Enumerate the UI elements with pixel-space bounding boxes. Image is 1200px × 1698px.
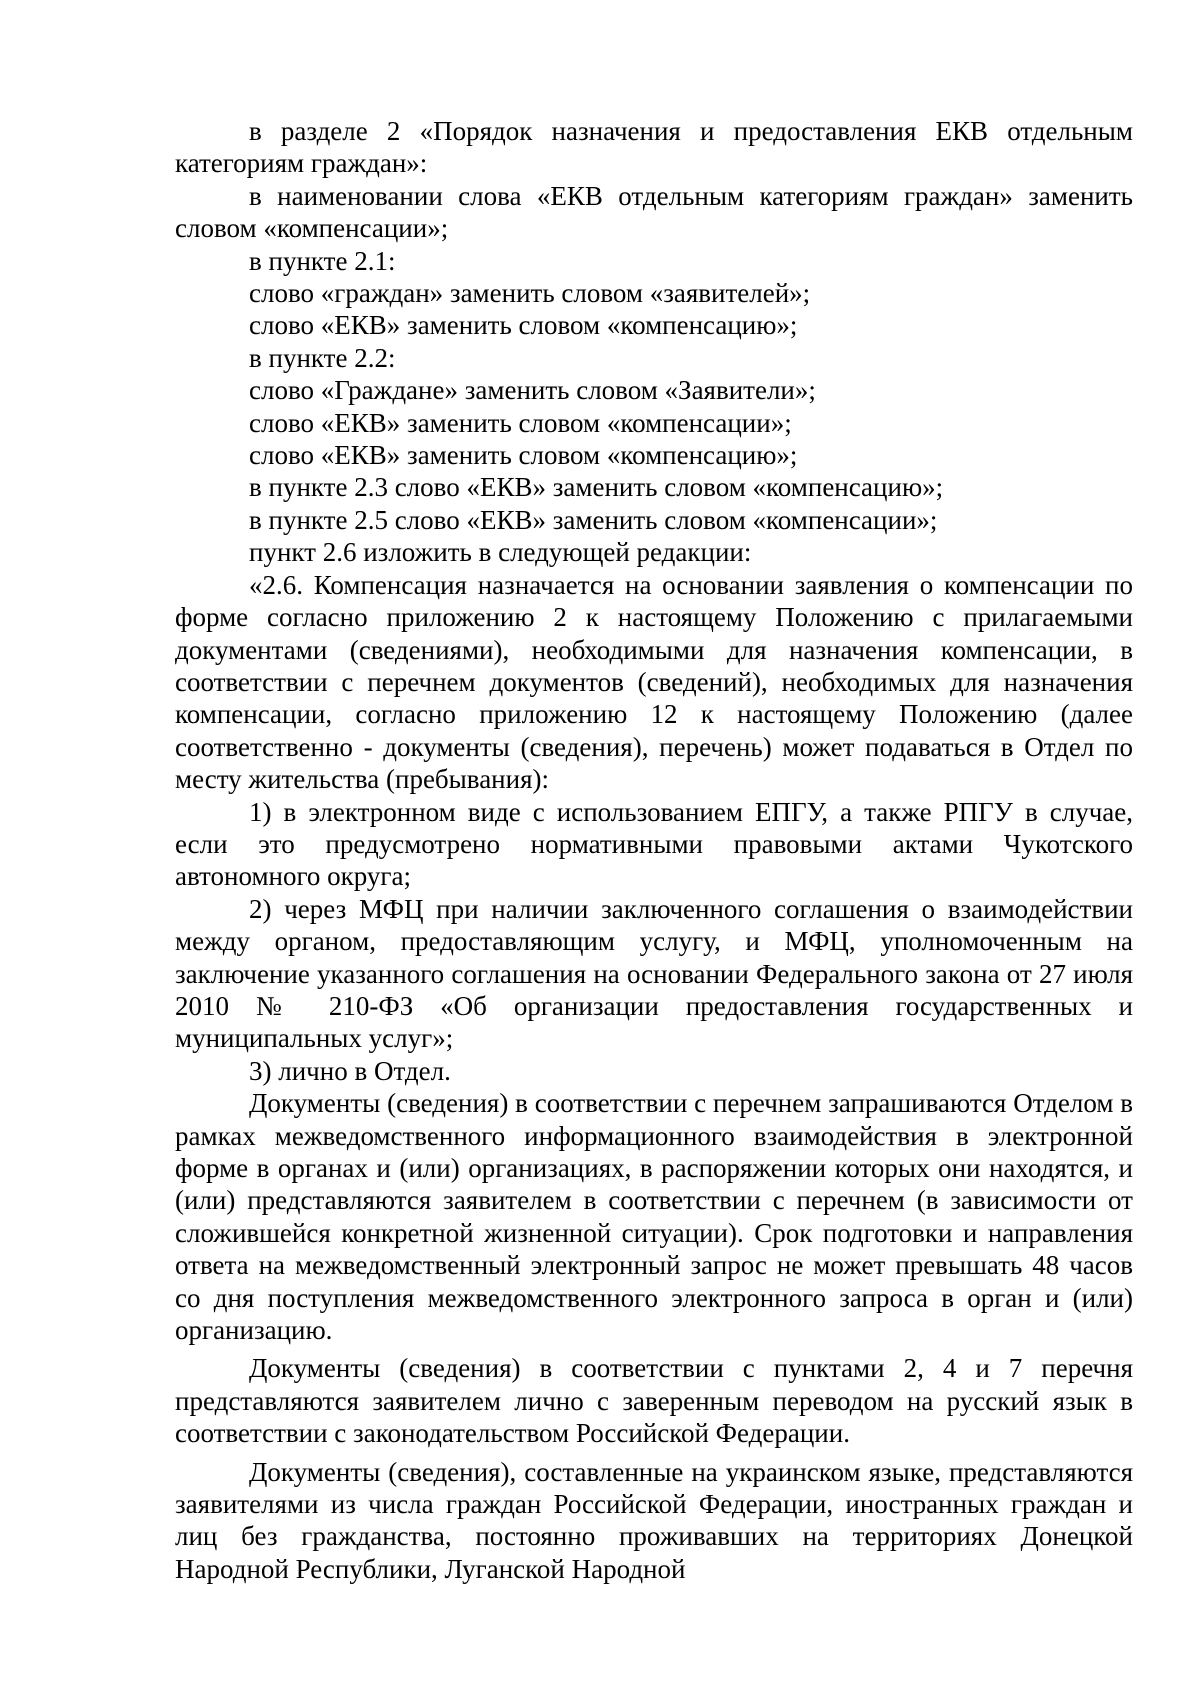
paragraph-item-2-1: в пункте 2.1: xyxy=(249,245,396,276)
paragraph-documents-request: Документы (сведения) в соответствии с перечнем запрашиваются Отделом в рамках межведомственного информационного взаимодействия в электронной форме в органах и (или) организациях, в распоряжении которых они находятся, и (или) представляются заявителем в соответствии с перечнем (в зависимости от сложившейся конкретной жизненной ситуации). Срок подготовки и направления ответа на межведомственный электронный запрос не может превышать 48 часов со дня поступления межведомственного электронного запроса в орган и (или) организацию. xyxy=(175,1088,1133,1346)
paragraph-item-2-2-c: слово «ЕКВ» заменить словом «компенсацию»; xyxy=(249,440,798,471)
paragraph-section-2-intro: в разделе 2 «Порядок назначения и предоставления ЕКВ отдельным категориям граждан»: xyxy=(175,116,1133,179)
paragraph-option-2: 2) через МФЦ при наличии заключенного соглашения о взаимодействии между органом, предоставляющим услугу, и МФЦ, уполномоченным на заключение указанного соглашения на основании Федерального закона от 27 июля 2010 № 210-ФЗ «Об организации предоставления государственных и муниципальных услуг»; xyxy=(175,893,1133,1054)
paragraph-item-2-5: в пункте 2.5 слово «ЕКВ» заменить словом «компенсации»; xyxy=(249,504,938,535)
paragraph-documents-ukrainian: Документы (сведения), составленные на украинском языке, представляются заявителями из числа граждан Российской Федерации, иностранных граждан и лиц без гражданства, постоянно проживавших на территориях Донецкой Народной Республики, Луганской Народной xyxy=(175,1456,1133,1584)
paragraph-item-2-1-a: слово «граждан» заменить словом «заявителей»; xyxy=(249,278,811,309)
paragraph-item-2-3: в пункте 2.3 слово «ЕКВ» заменить словом «компенсацию»; xyxy=(249,472,944,503)
paragraph-item-2-2: в пункте 2.2: xyxy=(249,342,396,373)
paragraph-item-2-2-a: слово «Граждане» заменить словом «Заявители»; xyxy=(249,375,816,406)
document-body xyxy=(175,115,1133,1585)
paragraph-item-2-6-intro: пункт 2.6 изложить в следующей редакции: xyxy=(249,537,752,568)
paragraph-option-1: 1) в электронном виде с использованием ЕПГУ, а также РПГУ в случае, если это предусмотрено нормативными правовыми актами Чукотского автономного округа; xyxy=(175,796,1133,892)
paragraph-item-2-6-text: «2.6. Компенсация назначается на основании заявления о компенсации по форме согласно приложению 2 к настоящему Положению с прилагаемыми документами (сведениями), необходимыми для назначения компенсации, в соответствии с перечнем документов (сведений), необходимых для назначения компенсации, согласно приложению 12 к настоящему Положению (далее соответственно - документы (сведения), перечень) может подаваться в Отдел по месту жительства (пребывания): xyxy=(175,569,1133,795)
paragraph-option-3: 3) лично в Отдел. xyxy=(249,1055,451,1086)
paragraph-item-2-1-b: слово «ЕКВ» заменить словом «компенсацию»; xyxy=(249,310,798,341)
paragraph-documents-translation: Документы (сведения) в соответствии с пунктами 2, 4 и 7 перечня представляются заявителем лично с заверенным переводом на русский язык в соответствии с законодательством Российской Федерации. xyxy=(175,1353,1133,1449)
paragraph-title-replacement: в наименовании слова «ЕКВ отдельным категориям граждан» заменить словом «компенсации»; xyxy=(175,180,1133,244)
paragraph-item-2-2-b: слово «ЕКВ» заменить словом «компенсации»; xyxy=(249,407,792,438)
